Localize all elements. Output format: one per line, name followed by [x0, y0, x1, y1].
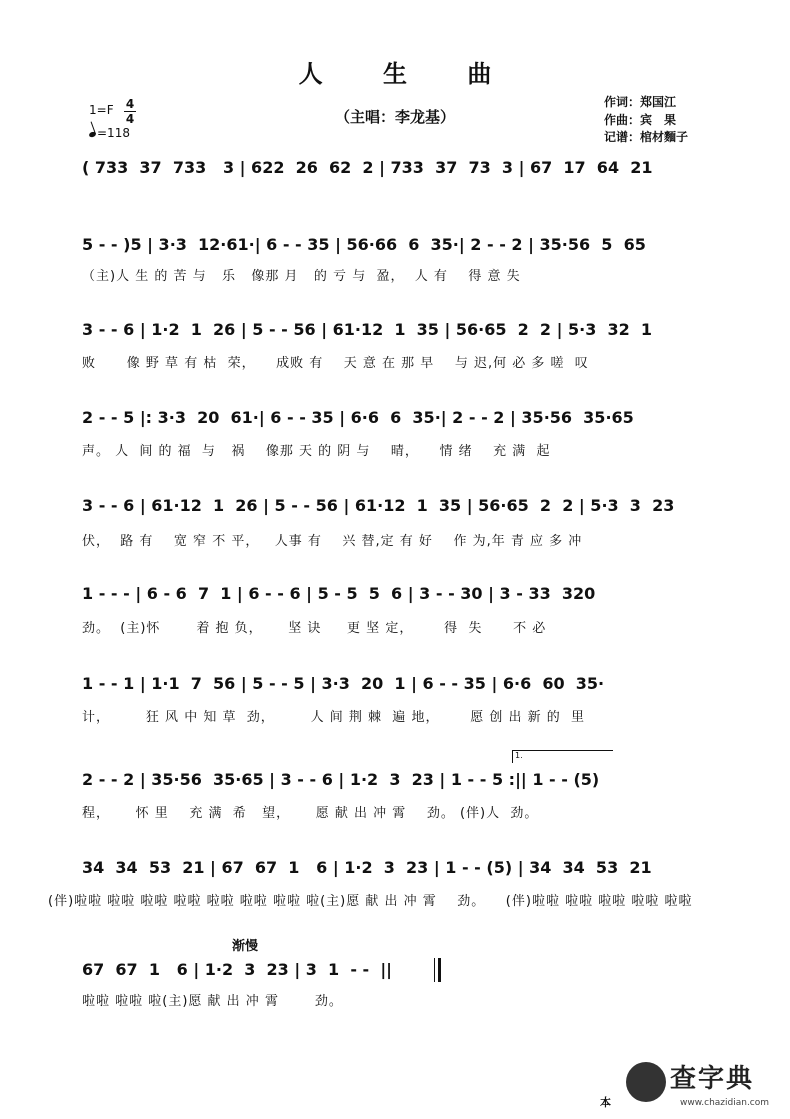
final-barline-thin [434, 958, 435, 982]
notation-row: 2 - - 5 |: 3·3 20 61·| 6 - - 35 | 6·6 6 35·| 2 - - 2 | 35·56 35·65 [82, 408, 634, 427]
lyrics-row: 伏， 路 有 宽 窄 不 平， 人事 有 兴 替,定 有 好 作 为,年 青 应 多 冲 [82, 534, 583, 549]
notation-row: 67 67 1 6 | 1·2 3 23 | 3 1 - - || [82, 960, 393, 979]
notation-row: 34 34 53 21 | 67 67 1 6 | 1·2 3 23 | 1 - - (5) | 34 34 53 21 [82, 858, 652, 877]
lyrics-row: 程， 怀 里 充 满 希 望， 愿 献 出 冲 霄 劲。 (伴)人 劲。 [82, 806, 539, 821]
lyrics-row: 啦啦 啦啦 啦(主)愿 献 出 冲 霄 劲。 [82, 994, 343, 1009]
notation-row: 1 - - 1 | 1·1 7 56 | 5 - - 5 | 3·3 20 1 | 6 - - 35 | 6·6 60 35· [82, 674, 605, 693]
singer-credit: （主唱：李龙基） [334, 108, 455, 126]
song-title: 人 生 曲 [298, 60, 518, 88]
lyrics-row: 声。 人 间 的 福 与 祸 像那 天 的 阴 与 晴， 情 绪 充 满 起 [82, 444, 551, 459]
time-top: 4 [125, 97, 135, 111]
notation-row: 1 - - - | 6 - 6 7 1 | 6 - - 6 | 5 - 5 5 6 | 3 - - 30 | 3 - 33 320 [82, 584, 596, 603]
first-ending-bracket: 1. [512, 750, 613, 763]
quarter-note-icon [88, 131, 96, 138]
lyrics-row: 计， 狂 风 中 知 草 劲， 人 间 荆 棘 遍 地， 愿 创 出 新 的 里 [82, 710, 586, 725]
time-signature [124, 97, 136, 126]
notation-row: 5 - - )5 | 3·3 12·61·| 6 - - 35 | 56·66 6 35·| 2 - - 2 | 35·56 5 65 [82, 235, 646, 254]
lyrics-row: (伴)啦啦 啦啦 啦啦 啦啦 啦啦 啦啦 啦啦 啦(主)愿 献 出 冲 霄 劲。 (伴)啦啦 啦啦 啦啦 啦啦 啦啦 [48, 894, 693, 909]
tempo-marking [89, 126, 130, 140]
lyricist-credit: 作词：郑国江 [604, 95, 677, 109]
watermark-logo: 查字典 [670, 1064, 755, 1094]
composer-credit: 作曲：宾 果 [604, 113, 677, 127]
final-barline-thick [438, 958, 441, 982]
notation-row: ( 733 37 733 3 | 622 26 62 2 | 733 37 73 3 | 67 17 64 21 [82, 158, 653, 177]
transcriber-credit: 记谱：棺材麵子 [604, 130, 689, 144]
notation-row: 2 - - 2 | 35·56 35·65 | 3 - - 6 | 1·2 3 23 | 1 - - 5 :|| 1 - - (5) [82, 770, 600, 789]
key-signature: 1=F [89, 103, 114, 117]
tempo-value: =118 [97, 126, 130, 140]
time-bottom: 4 [125, 112, 135, 126]
notation-row: 3 - - 6 | 1·2 1 26 | 5 - - 56 | 61·12 1 35 | 56·65 2 2 | 5·3 32 1 [82, 320, 653, 339]
mascot-logo-icon [626, 1062, 666, 1102]
notation-row: 3 - - 6 | 61·12 1 26 | 5 - - 56 | 61·12 1 35 | 56·65 2 2 | 5·3 3 23 [82, 496, 675, 515]
lyrics-row: （主)人 生 的 苦 与 乐 像那 月 的 亏 与 盈， 人 有 得 意 失 [82, 269, 521, 284]
watermark-url: www.chazidian.com [680, 1098, 770, 1108]
lyrics-row: 劲。 (主)怀 着 抱 负， 坚 诀 更 坚 定， 得 失 不 必 [82, 621, 547, 636]
lyrics-row: 败 像 野 草 有 枯 荣， 成败 有 天 意 在 那 早 与 迟,何 必 多 嗟 叹 [82, 356, 589, 371]
tempo-change-mark: 渐慢 [232, 939, 259, 954]
page-label: 本 [600, 1096, 611, 1109]
